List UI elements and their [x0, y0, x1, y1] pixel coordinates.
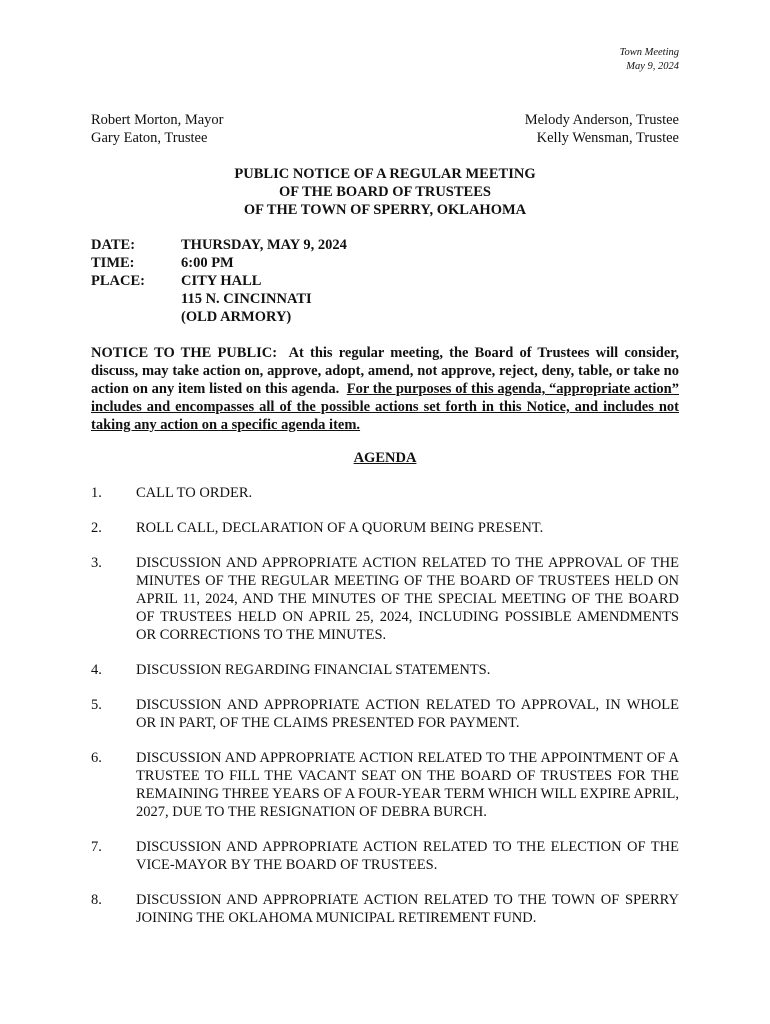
- date-row: [91, 236, 347, 254]
- agenda-item-number: 1.: [91, 485, 102, 501]
- place-line: (OLD ARMORY): [181, 309, 292, 325]
- agenda-item-number: 3.: [91, 555, 102, 571]
- agenda-item-text: DISCUSSION AND APPROPRIATE ACTION RELATED TO THE TOWN OF SPERRY JOINING THE OKLAHOMA MUNICIPAL RETIREMENT FUND.: [136, 892, 679, 926]
- agenda-item-number: 6.: [91, 750, 102, 766]
- agenda-item: [91, 891, 679, 927]
- officials-right-column: [525, 111, 679, 147]
- header-note: [620, 46, 679, 74]
- title-line: PUBLIC NOTICE OF A REGULAR MEETING: [234, 166, 536, 182]
- notice-title: [91, 165, 679, 219]
- place-line: CITY HALL: [181, 273, 262, 289]
- notice-lead: NOTICE TO THE PUBLIC:: [91, 345, 278, 361]
- agenda-item: [91, 696, 679, 732]
- time-value: 6:00 PM: [181, 255, 234, 271]
- public-notice-paragraph: [91, 344, 679, 434]
- agenda-item: [91, 554, 679, 644]
- agenda-item-text: ROLL CALL, DECLARATION OF A QUORUM BEING PRESENT.: [136, 520, 544, 536]
- agenda-item-text: CALL TO ORDER.: [136, 485, 253, 501]
- agenda-heading: AGENDA: [353, 450, 417, 466]
- place-label: PLACE:: [91, 273, 145, 289]
- agenda-item-number: 8.: [91, 892, 102, 908]
- official-name: Melody Anderson, Trustee: [524, 112, 679, 128]
- agenda-item-text: DISCUSSION AND APPROPRIATE ACTION RELATED TO THE ELECTION OF THE VICE-MAYOR BY THE BOARD OF TRUSTEES.: [136, 839, 679, 873]
- header-meeting-type: Town Meeting: [619, 47, 679, 58]
- date-label: DATE:: [91, 237, 136, 253]
- agenda-item-number: 4.: [91, 662, 102, 678]
- header-meeting-date: May 9, 2024: [626, 61, 679, 72]
- agenda-item-text: DISCUSSION AND APPROPRIATE ACTION RELATED TO THE APPOINTMENT OF A TRUSTEE TO FILL THE VACANT SEAT ON THE BOARD OF TRUSTEES FOR THE REMAINING THREE YEARS OF A FOUR-YEAR TERM WHICH WILL EXPIRE APRIL, 2027, DUE TO THE RESIGNATION OF DEBRA BURCH.: [136, 750, 679, 820]
- agenda-item-number: 2.: [91, 520, 102, 536]
- meeting-details: [91, 236, 347, 326]
- place-row: [91, 272, 347, 326]
- agenda-item-number: 5.: [91, 697, 102, 713]
- agenda-item-text: DISCUSSION AND APPROPRIATE ACTION RELATED TO THE APPROVAL OF THE MINUTES OF THE REGULAR MEETING OF THE BOARD OF TRUSTEES HELD ON APRIL 11, 2024, AND THE MINUTES OF THE SPECIAL MEETING OF THE BOARD OF TRUSTEES HELD ON APRIL 25, 2024, INCLUDING POSSIBLE AMENDMENTS OR CORRECTIONS TO THE MINUTES.: [136, 555, 679, 643]
- place-value: [181, 272, 312, 326]
- notice-definition: For the purposes of this agenda, “appropriate action” includes and encompasses all of the possible actions set forth in this Notice, and includes not taking any action on a specific agenda item.: [91, 381, 679, 433]
- date-value: THURSDAY, MAY 9, 2024: [181, 237, 347, 253]
- agenda-item-text: DISCUSSION AND APPROPRIATE ACTION RELATED TO APPROVAL, IN WHOLE OR IN PART, OF THE CLAIMS PRESENTED FOR PAYMENT.: [136, 697, 679, 731]
- place-line: 115 N. CINCINNATI: [181, 291, 312, 307]
- title-line: OF THE BOARD OF TRUSTEES: [279, 184, 491, 200]
- agenda-item-text: DISCUSSION REGARDING FINANCIAL STATEMENTS.: [136, 662, 491, 678]
- agenda-list: [91, 484, 679, 944]
- officials-left-column: [91, 111, 224, 147]
- official-name: Kelly Wensman, Trustee: [536, 130, 679, 146]
- agenda-item: [91, 484, 679, 502]
- official-name: Gary Eaton, Trustee: [91, 130, 208, 146]
- notice-body: At this regular meeting, the Board of Trustees will consider, discuss, may take action on, approve, adopt, amend, not approve, reject, deny, table, or take no action on any item listed on this agenda.: [91, 345, 680, 397]
- agenda-item-number: 7.: [91, 839, 102, 855]
- official-name: Robert Morton, Mayor: [91, 112, 224, 128]
- time-row: [91, 254, 347, 272]
- title-line: OF THE TOWN OF SPERRY, OKLAHOMA: [243, 202, 527, 218]
- time-label: TIME:: [91, 255, 135, 271]
- agenda-item: [91, 519, 679, 537]
- agenda-item: [91, 749, 679, 821]
- officials-list: [91, 111, 679, 147]
- agenda-item: [91, 838, 679, 874]
- agenda-item: [91, 661, 679, 679]
